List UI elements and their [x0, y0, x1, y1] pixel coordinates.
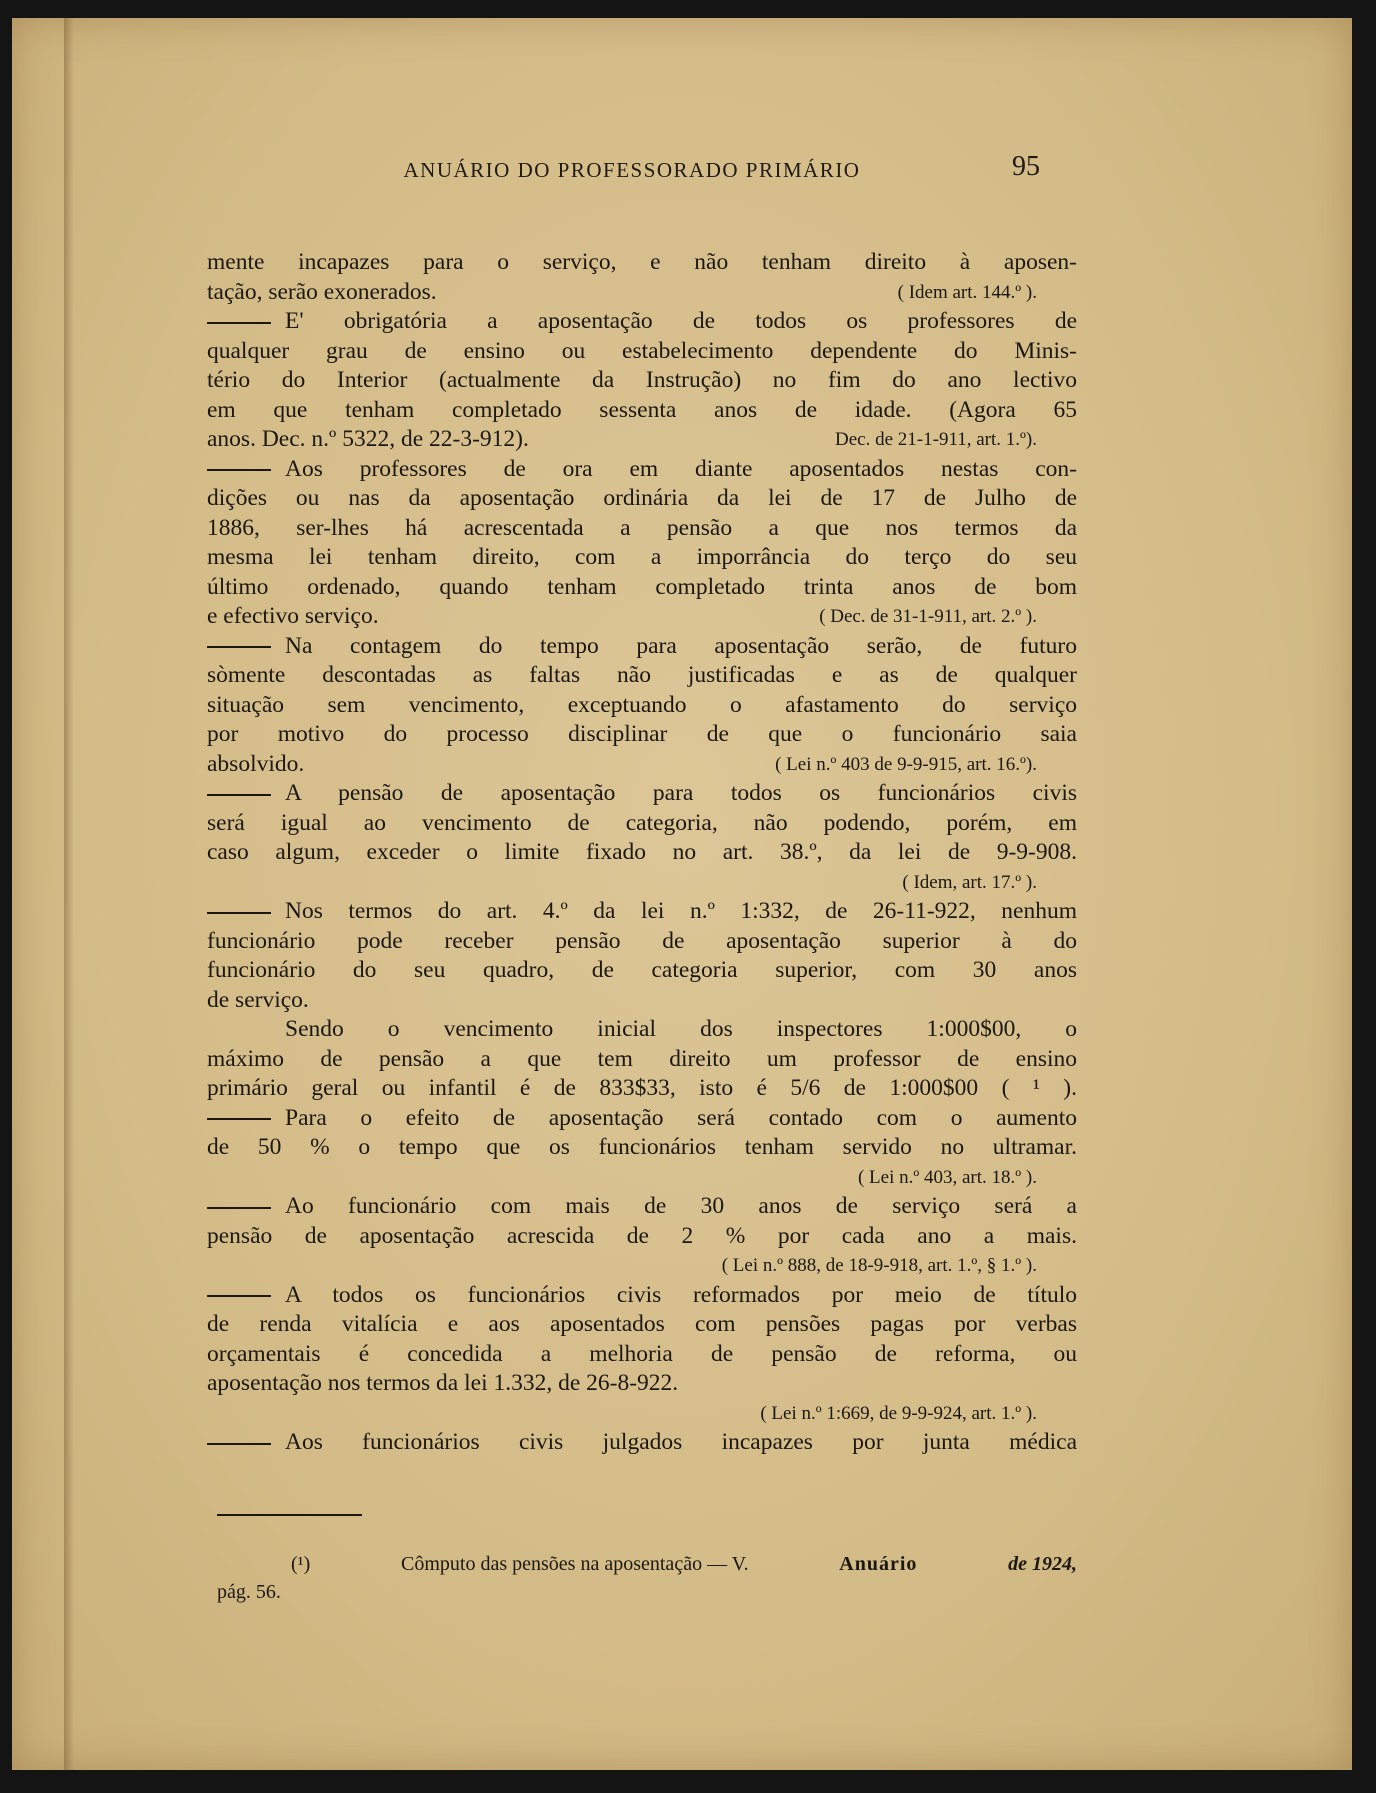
line-text: de renda vitalícia e aos aposentados com pensões pagas por verbas — [207, 1311, 1077, 1337]
line-text: anos. Dec. n.º 5322, de 22-3-912). — [207, 426, 529, 452]
em-dash-rule — [207, 1443, 271, 1445]
text-line — [207, 337, 1077, 367]
line-text: sòmente descontadas as faltas não justificadas e as de qualquer — [207, 662, 1077, 688]
line-text: E' obrigatória a aposentação de todos os professores de — [285, 308, 1077, 334]
text-line: ( Lei n.º 403, art. 18.º ). — [857, 1166, 1037, 1188]
text-line — [207, 1074, 1077, 1104]
text-line — [207, 927, 1077, 957]
line-text: mente incapazes para o serviço, e não tenham direito à aposen- — [207, 249, 1077, 275]
line-text: funcionário pode receber pensão de aposentação superior à do — [207, 927, 1077, 954]
em-dash-rule — [207, 322, 271, 324]
line-text: 1886, ser-lhes há acrescentada a pensão a que nos termos da — [207, 514, 1077, 541]
text-line — [207, 750, 1077, 780]
text-line — [207, 514, 1077, 544]
text-line — [207, 720, 1077, 750]
page-number: 95 — [1012, 151, 1040, 182]
footnote-text: Cômputo das pensões na aposentação — V. — [401, 1553, 749, 1575]
line-text: tação, serão exonerados. — [207, 278, 437, 305]
citation: ( Idem art. 144.º ). — [897, 281, 1037, 303]
line-text: Ao funcionário com mais de 30 anos de serviço será a — [285, 1193, 1077, 1219]
text-line — [207, 573, 1077, 603]
text-line — [207, 897, 1077, 927]
text-line: ( Idem, art. 17.º ). — [902, 871, 1037, 893]
text-line: ( Lei n.º 888, de 18-9-918, art. 1.º, § 1.º ). — [721, 1255, 1037, 1276]
text-line — [207, 1340, 1077, 1370]
footnote-italic: de 1924, — [1008, 1553, 1077, 1575]
text-line — [207, 1192, 1077, 1222]
line-text: absolvido. — [207, 750, 305, 777]
text-line — [207, 1222, 1077, 1252]
line-text: primário geral ou infantil é de 833$33, isto é 5/6 de 1:000$00 ( ¹ ). — [207, 1075, 1077, 1101]
line-text: Na contagem do tempo para aposentação serão, de futuro — [285, 632, 1077, 659]
line-text: orçamentais é concedida a melhoria de pensão de reforma, ou — [207, 1340, 1077, 1367]
footnote-rule — [217, 1514, 362, 1516]
text-line — [207, 1281, 1077, 1311]
line-text: situação sem vencimento, exceptuando o afastamento do serviço — [207, 691, 1077, 718]
citation: ( Dec. de 31-1-911, art. 2.º ). — [819, 606, 1037, 627]
line-text: A pensão de aposentação para todos os funcionários civis — [285, 780, 1077, 806]
em-dash-rule — [207, 469, 271, 471]
line-text: de 50 % o tempo que os funcionários tenham servido no ultramar. — [207, 1134, 1077, 1160]
line-text: Sendo o vencimento inicial dos inspectores 1:000$00, o — [285, 1016, 1077, 1042]
text-line — [207, 986, 1077, 1016]
text-line — [207, 425, 1077, 455]
page-fold-shadow — [64, 18, 74, 1770]
line-text: dições ou nas da aposentação ordinária da lei de 17 de Julho de — [207, 485, 1077, 511]
text-line — [207, 1310, 1077, 1340]
line-text: será igual ao vencimento de categoria, não podendo, porém, em — [207, 809, 1077, 836]
line-text: aposentação nos termos da lei 1.332, de 26-8-922. — [207, 1370, 679, 1396]
text-line — [207, 1104, 1077, 1134]
text-line — [207, 278, 1077, 308]
line-text: tério do Interior (actualmente da Instrução) no fim do ano lectivo — [207, 367, 1077, 393]
em-dash-rule — [207, 912, 271, 914]
citation: Dec. de 21-1-911, art. 1.º). — [835, 429, 1037, 450]
citation: ( Lei n.º 403 de 9-9-915, art. 16.º). — [775, 753, 1037, 775]
text-line — [207, 1045, 1077, 1075]
em-dash-rule — [207, 1295, 271, 1297]
line-text: qualquer grau de ensino ou estabelecimento dependente do Minis- — [207, 337, 1077, 364]
line-text: mesma lei tenham direito, com a imporrância do terço do seu — [207, 544, 1077, 570]
text-line — [207, 602, 1077, 632]
text-line — [207, 396, 1077, 426]
text-line — [207, 956, 1077, 986]
text-line — [207, 1369, 1077, 1399]
body-text — [207, 248, 1077, 1458]
text-line — [207, 779, 1077, 809]
line-text: Aos professores de ora em diante aposentados nestas con- — [285, 455, 1077, 482]
em-dash-rule — [207, 794, 271, 796]
footnote-bold: Anuário — [839, 1553, 918, 1575]
text-line — [207, 661, 1077, 691]
line-text: e efectivo serviço. — [207, 603, 379, 629]
em-dash-rule — [207, 1207, 271, 1209]
text-line — [207, 1428, 1077, 1458]
text-line — [207, 366, 1077, 396]
line-text: Para o efeito de aposentação será contado com o aumento — [285, 1104, 1077, 1131]
text-line — [207, 691, 1077, 721]
line-text: de serviço. — [207, 986, 309, 1013]
text-line — [207, 307, 1077, 337]
line-text: caso algum, exceder o limite fixado no art. 38.º, da lei de 9-9-908. — [207, 839, 1077, 865]
footnote-continuation: pág. 56. — [217, 1581, 281, 1603]
text-line — [207, 543, 1077, 573]
line-text: Aos funcionários civis julgados incapazes por junta médica — [285, 1429, 1077, 1455]
text-line — [207, 809, 1077, 839]
em-dash-rule — [207, 1118, 271, 1120]
footnote — [217, 1550, 1077, 1606]
line-text: funcionário do seu quadro, de categoria superior, com 30 anos — [207, 957, 1077, 983]
text-line — [207, 484, 1077, 514]
line-text: pensão de aposentação acrescida de 2 % por cada ano a mais. — [207, 1222, 1077, 1249]
text-line — [207, 1133, 1077, 1163]
line-text: Nos termos do art. 4.º da lei n.º 1:332, de 26-11-922, nenhum — [285, 898, 1077, 924]
text-line — [207, 455, 1077, 485]
line-text: último ordenado, quando tenham completado trinta anos de bom — [207, 573, 1077, 600]
line-text: A todos os funcionários civis reformados por meio de título — [285, 1281, 1077, 1308]
book-page — [12, 18, 1352, 1770]
footnote-marker: (¹) — [291, 1553, 311, 1575]
text-line — [207, 248, 1077, 278]
em-dash-rule — [207, 646, 271, 648]
line-text: máximo de pensão a que tem direito um professor de ensino — [207, 1045, 1077, 1072]
line-text: em que tenham completado sessenta anos de idade. (Agora 65 — [207, 396, 1077, 423]
running-title: ANUÁRIO DO PROFESSORADO PRIMÁRIO — [403, 158, 861, 182]
text-line — [207, 1015, 1077, 1045]
text-line: ( Lei n.º 1:669, de 9-9-924, art. 1.º ). — [760, 1402, 1037, 1424]
text-line — [207, 632, 1077, 662]
line-text: por motivo do processo disciplinar de que o funcionário saia — [207, 721, 1077, 747]
text-line — [207, 838, 1077, 868]
